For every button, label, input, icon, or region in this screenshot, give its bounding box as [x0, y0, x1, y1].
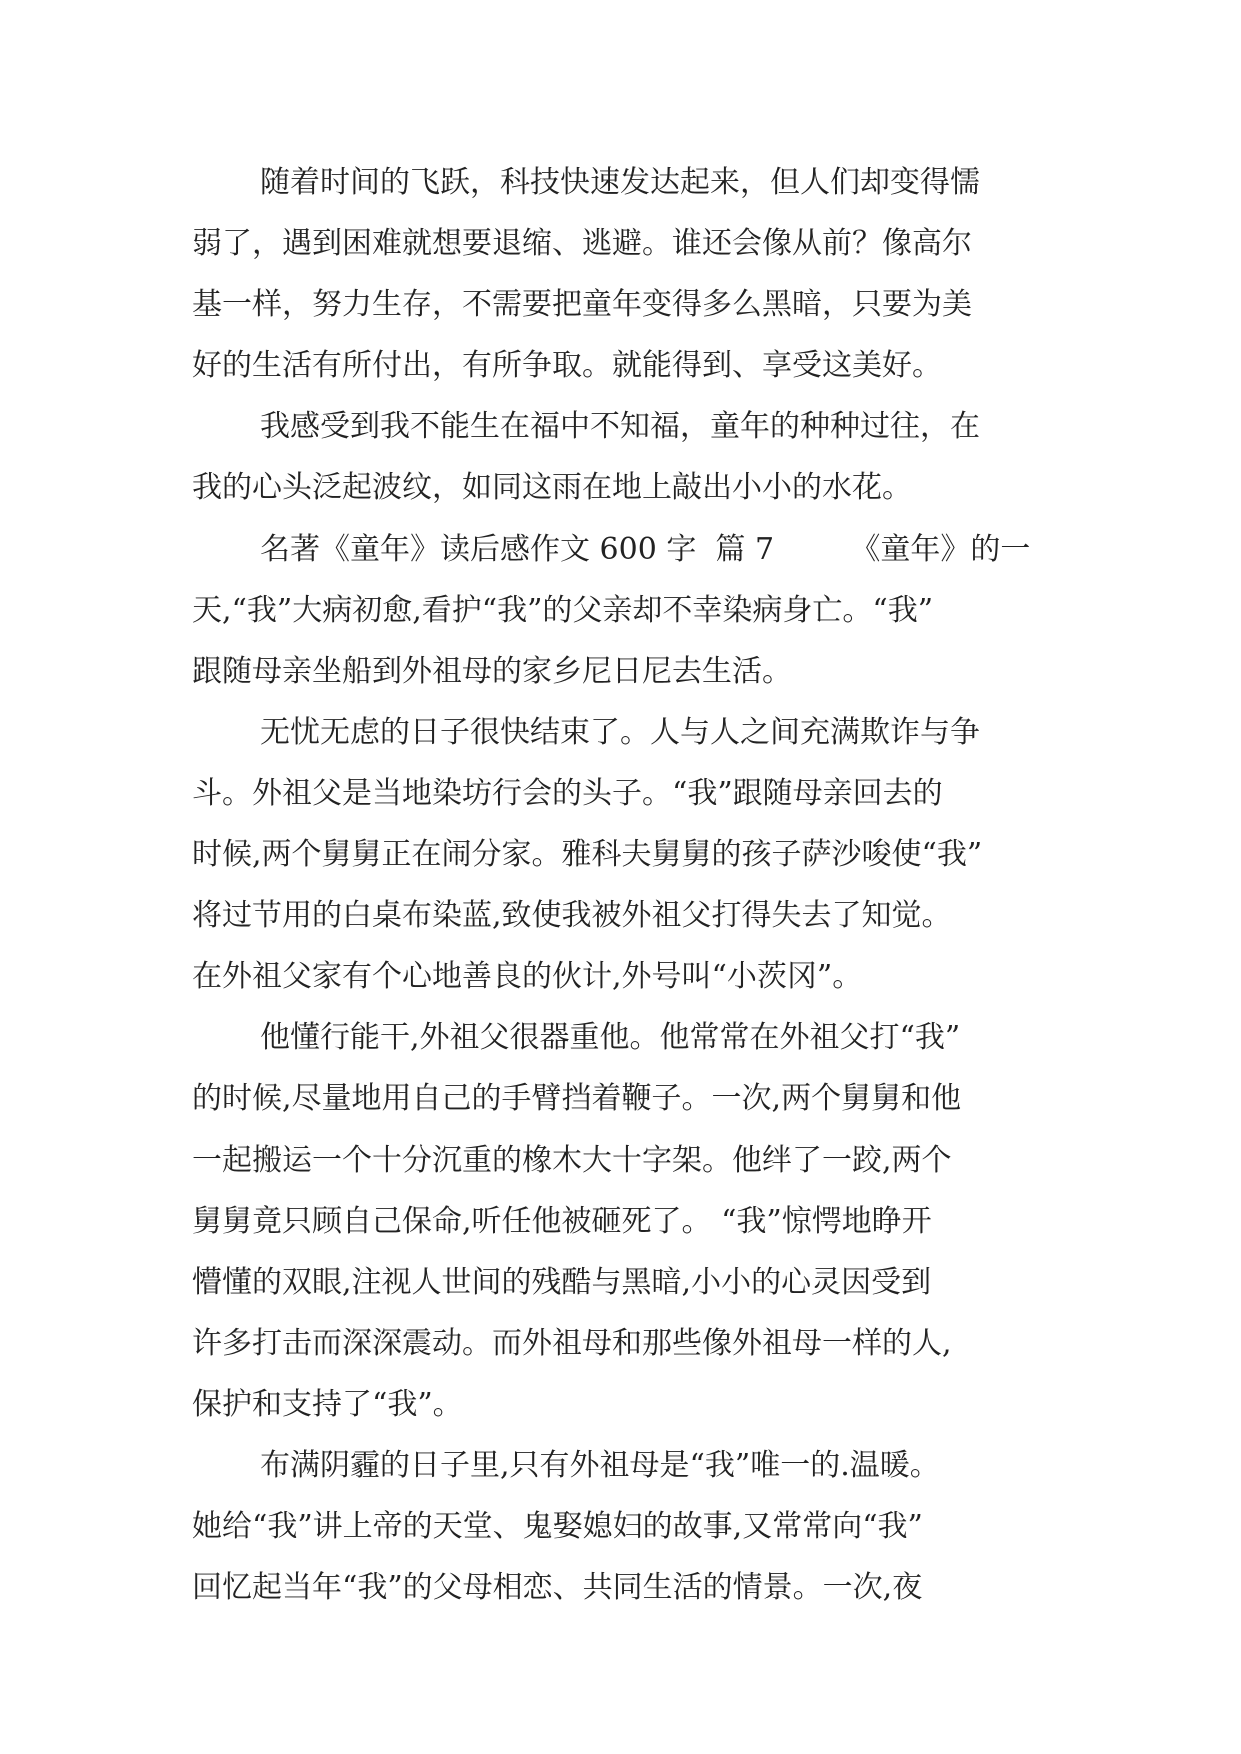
paragraph-3 [192, 519, 1072, 702]
text-line: 将过节用的白桌布染蓝,致使我被外祖父打得失去了知觉。 [192, 898, 952, 934]
text-line: 斗。外祖父是当地染坊行会的头子。“我”跟随母亲回去的 [192, 775, 943, 811]
text-line: 许多打击而深深震动。而外祖母和那些像外祖母一样的人, [192, 1325, 952, 1361]
paragraph-5 [192, 1007, 1072, 1435]
text-line: 基一样，努力生存，不需要把童年变得多么黑暗，只要为美 [192, 287, 972, 323]
paragraph-2 [192, 396, 1072, 518]
text-line: 无忧无虑的日子很快结束了。人与人之间充满欺诈与争 [260, 714, 980, 750]
text-line: 我的心头泛起波纹，如同这雨在地上敲出小小的水花。 [192, 470, 912, 506]
text-line: 舅舅竟只顾自己保命,听任他被砸死了。 “我”惊愕地睁开 [192, 1203, 932, 1239]
text-line: 一起搬运一个十分沉重的橡木大十字架。他绊了一跤,两个 [192, 1142, 952, 1178]
text-line: 她给“我”讲上帝的天堂、鬼娶媳妇的故事,又常常向“我” [192, 1509, 923, 1545]
text-line: 懵懂的双眼,注视人世间的残酷与黑暗,小小的心灵因受到 [192, 1264, 932, 1300]
document-body [192, 152, 1072, 1618]
text-line: 随着时间的飞跃，科技快速发达起来，但人们却变得懦 [260, 165, 980, 200]
paragraph-1 [192, 152, 1072, 396]
text-line: 跟随母亲坐船到外祖母的家乡尼日尼去生活。 [192, 653, 792, 689]
text-line: 的时候,尽量地用自己的手臂挡着鞭子。一次,两个舅舅和他 [192, 1081, 962, 1117]
text-line: 我感受到我不能生在福中不知福，童年的种种过往，在 [260, 409, 980, 445]
text-line: 天,“我”大病初愈,看护“我”的父亲却不幸染病身亡。“我” [192, 592, 934, 628]
text-line: 保护和支持了“我”。 [192, 1386, 463, 1422]
text-line: 回忆起当年“我”的父母相恋、共同生活的情景。一次,夜 [192, 1570, 923, 1606]
paragraph-6 [192, 1435, 1072, 1618]
text-line: 他懂行能干,外祖父很器重他。他常常在外祖父打“我” [260, 1020, 961, 1056]
text-line: 好的生活有所付出，有所争取。就能得到、享受这美好。 [192, 348, 942, 384]
text-line: 在外祖父家有个心地善良的伙计,外号叫“小茨冈”。 [192, 959, 863, 995]
text-line: 时候,两个舅舅正在闹分家。雅科夫舅舅的孩子萨沙唆使“我” [192, 837, 983, 873]
text-line: 弱了，遇到困难就想要退缩、逃避。谁还会像从前？像高尔 [192, 226, 972, 262]
paragraph-4 [192, 702, 1072, 1007]
text-line: 名著《童年》读后感作文 600 字 篇 7 《童年》的一 [260, 531, 1031, 567]
text-line: 布满阴霾的日子里,只有外祖母是“我”唯一的.温暖。 [260, 1447, 940, 1483]
